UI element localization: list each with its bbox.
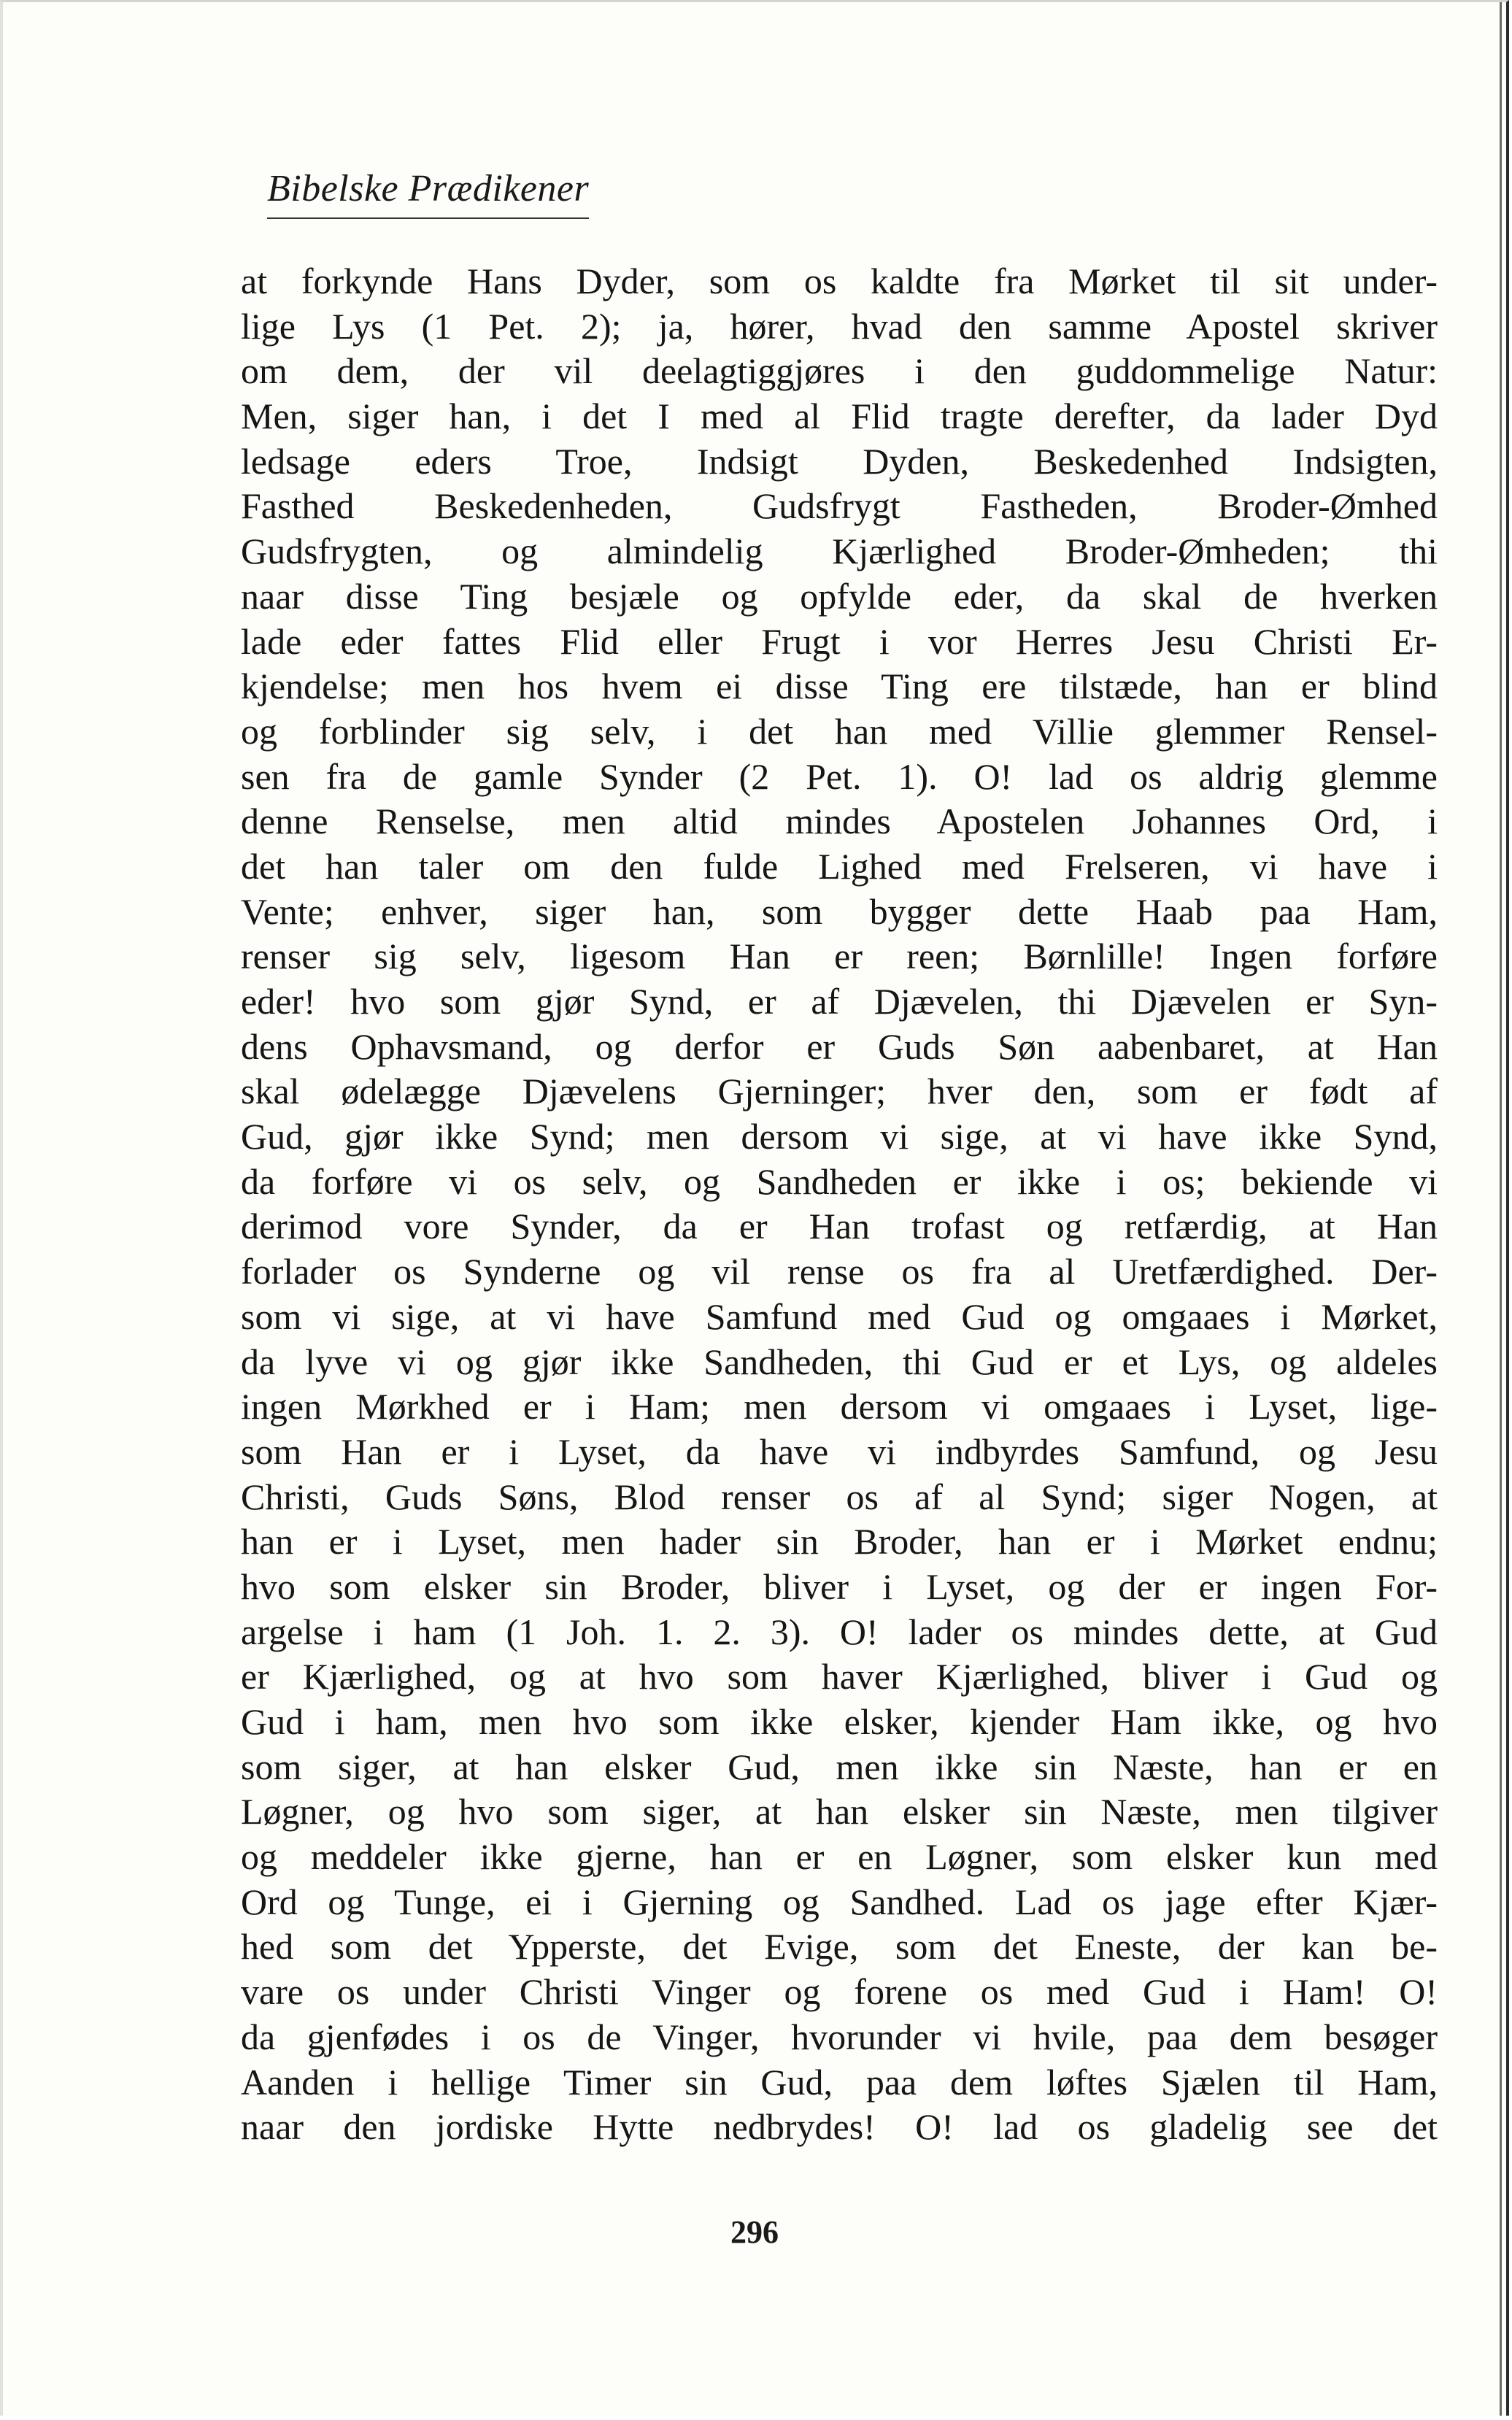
text-line: kjendelse; men hos hvem ei disse Ting ere tilstæde, han er blind xyxy=(241,666,1438,707)
text-line: at forkynde Hans Dyder, som os kaldte fra Mørket til sit under- xyxy=(241,261,1438,301)
text-line: som siger, at han elsker Gud, men ikke sin Næste, han er en xyxy=(241,1746,1438,1787)
text-line: lige Lys (1 Pet. 2); ja, hører, hvad den samme Apostel skriver xyxy=(241,305,1438,347)
text-line: Gud, gjør ikke Synd; men dersom vi sige, at vi have ikke Synd, xyxy=(241,1116,1438,1157)
text-line: Løgner, og hvo som siger, at han elsker sin Næste, men tilgiver xyxy=(241,1791,1438,1833)
text-line: derimod vore Synder, da er Han trofast og retfærdig, at Han xyxy=(241,1206,1438,1247)
text-line: eder! hvo som gjør Synd, er af Djævelen, thi Djævelen er Syn- xyxy=(241,981,1438,1022)
text-line: hed som det Ypperste, det Evige, som det Eneste, der kan be- xyxy=(241,1926,1438,1968)
text-line: er Kjærlighed, og at hvo som haver Kjærlighed, bliver i Gud og xyxy=(241,1656,1438,1698)
text-line: Vente; enhver, siger han, som bygger dette Haab paa Ham, xyxy=(241,890,1438,932)
text-line: og forblinder sig selv, i det han med Villie glemmer Rensel- xyxy=(241,710,1438,752)
text-line: da lyve vi og gjør ikke Sandheden, thi Gud er et Lys, og aldeles xyxy=(241,1341,1438,1382)
text-line: vare os under Christi Vinger og forene os med Gud i Ham! O! xyxy=(241,1971,1438,2013)
text-line: naar den jordiske Hytte nedbrydes! O! lad os gladelig see det xyxy=(241,2106,1438,2148)
running-head: Bibelske Prædikener xyxy=(267,167,589,219)
page-number: 296 xyxy=(730,2214,779,2250)
text-line: Gudsfrygten, og almindelig Kjærlighed Broder-Ømheden; thi xyxy=(241,531,1438,572)
text-line: som Han er i Lyset, da have vi indbyrdes Samfund, og Jesu xyxy=(241,1430,1438,1472)
text-line: renser sig selv, ligesom Han er reen; Børnlille! Ingen forføre xyxy=(241,936,1438,977)
body-text xyxy=(241,259,1438,2150)
text-line: som vi sige, at vi have Samfund med Gud og omgaaes i Mørket, xyxy=(241,1295,1438,1337)
text-line: Aanden i hellige Timer sin Gud, paa dem løftes Sjælen til Ham, xyxy=(241,2061,1438,2103)
text-line: Christi, Guds Søns, Blod renser os af al Synd; siger Nogen, at xyxy=(241,1476,1438,1517)
text-line: da gjenfødes i os de Vinger, hvorunder vi hvile, paa dem besøger xyxy=(241,2016,1438,2057)
text-line: naar disse Ting besjæle og opfylde eder, da skal de hverken xyxy=(241,575,1438,617)
text-line: sen fra de gamle Synder (2 Pet. 1). O! lad os aldrig glemme xyxy=(241,755,1438,797)
text-line: skal ødelægge Djævelens Gjerninger; hver den, som er født af xyxy=(241,1071,1438,1112)
text-line: da forføre vi os selv, og Sandheden er ikke i os; bekiende vi xyxy=(241,1160,1438,1202)
text-line: ledsage eders Troe, Indsigt Dyden, Beskedenhed Indsigten, xyxy=(241,440,1438,482)
text-line: Fasthed Beskedenheden, Gudsfrygt Fastheden, Broder-Ømhed xyxy=(241,485,1438,527)
text-line: denne Renselse, men altid mindes Apostelen Johannes Ord, i xyxy=(241,801,1438,842)
text-line: Ord og Tunge, ei i Gjerning og Sandhed. Lad os jage efter Kjær- xyxy=(241,1881,1438,1922)
text-line: ingen Mørkhed er i Ham; men dersom vi omgaaes i Lyset, lige- xyxy=(241,1386,1438,1427)
text-line: Men, siger han, i det I med al Flid tragte derefter, da lader Dyd xyxy=(241,396,1438,437)
text-line: det han taler om den fulde Lighed med Frelseren, vi have i xyxy=(241,845,1438,887)
text-line: dens Ophavsmand, og derfor er Guds Søn aabenbaret, at Han xyxy=(241,1025,1438,1067)
text-line: argelse i ham (1 Joh. 1. 2. 3). O! lader os mindes dette, at Gud xyxy=(241,1611,1438,1652)
text-line: lade eder fattes Flid eller Frugt i vor Herres Jesu Christi Er- xyxy=(241,620,1438,662)
text-line: forlader os Synderne og vil rense os fra al Uretfærdighed. Der- xyxy=(241,1251,1438,1292)
text-line: om dem, der vil deelagtiggjøres i den guddommelige Natur: xyxy=(241,350,1438,392)
text-line: og meddeler ikke gjerne, han er en Løgner, som elsker kun med xyxy=(241,1836,1438,1878)
text-line: hvo som elsker sin Broder, bliver i Lyset, og der er ingen For- xyxy=(241,1565,1438,1607)
text-line: Gud i ham, men hvo som ikke elsker, kjender Ham ikke, og hvo xyxy=(241,1701,1438,1742)
text-line: han er i Lyset, men hader sin Broder, han er i Mørket endnu; xyxy=(241,1521,1438,1562)
